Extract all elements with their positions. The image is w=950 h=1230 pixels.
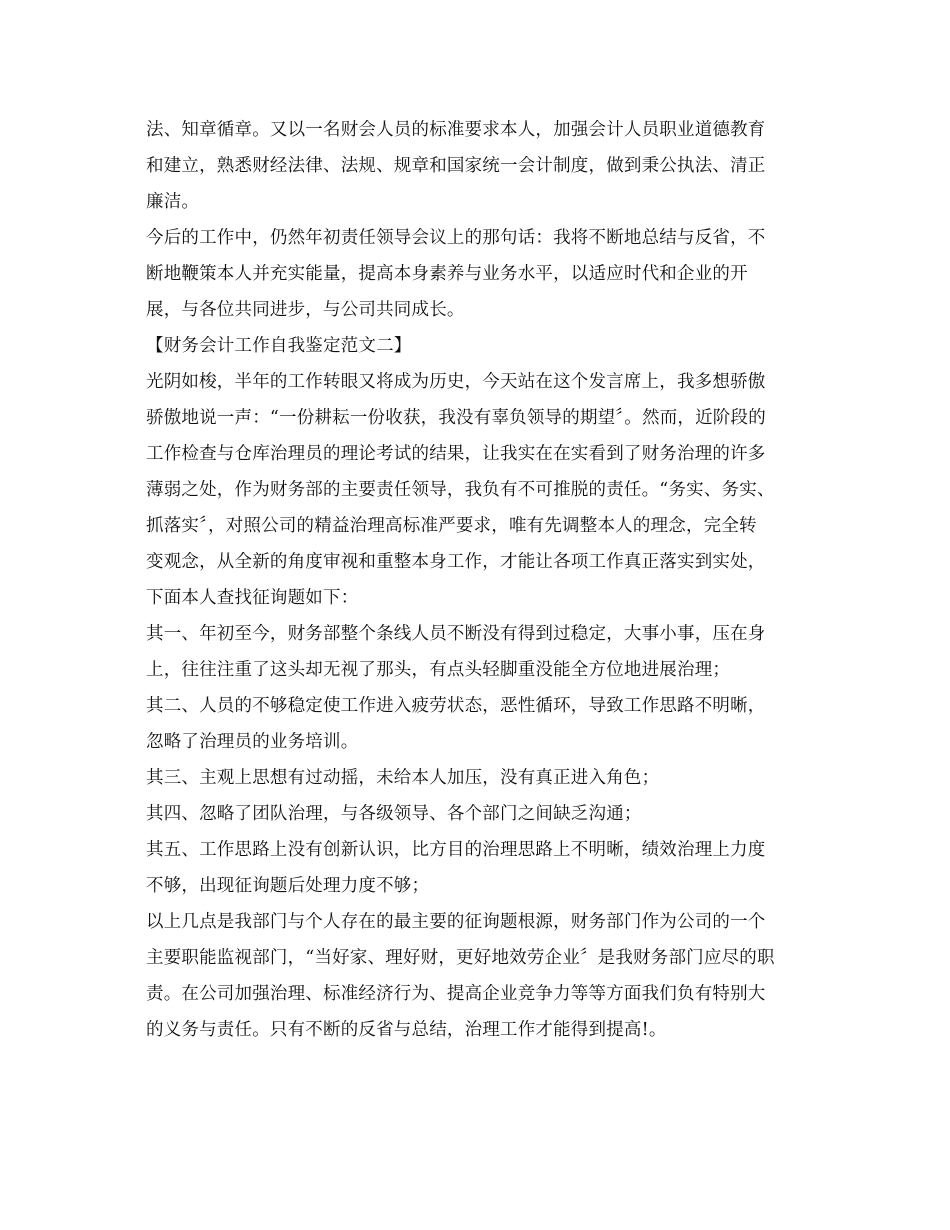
text-line-8: 光阴如梭，半年的工作转眼又将成为历史，今天站在这个发言席上，我多想骄傲: [146, 372, 766, 392]
text-line-19: 其三、主观上思想有过动摇，未给本人加压，没有真正进入角色；: [146, 768, 660, 788]
text-line-14: 下面本人查找征询题如下：: [146, 588, 359, 608]
text-line-6: 展，与各位共同进步，与公司共同成长。: [146, 300, 465, 320]
text-line-16: 上，往往注重了这头却无视了那头，有点头轻脚重没能全方位地进展治理；: [146, 660, 731, 680]
document-body: [146, 112, 806, 1048]
text-line-10: 工作检查与仓库治理员的理论考试的结果，让我实在在实看到了财务治理的许多: [146, 444, 766, 464]
text-line-2: 和建立，熟悉财经法律、法规、规章和国家统一会计制度，做到秉公执法、清正: [146, 156, 766, 176]
text-line-17: 其二、人员的不够稳定使工作进入疲劳状态，恶性循环，导致工作思路不明晰，: [146, 696, 766, 716]
text-line-15: 其一、年初至今，财务部整个条线人员不断没有得到过稳定，大事小事，压在身: [146, 624, 766, 644]
text-line-5: 断地鞭策本人并充实能量，提高本身素养与业务水平，以适应时代和企业的开: [146, 264, 748, 284]
text-line-12: 抓落实〞，对照公司的精益治理高标准严要求，唯有先调整本人的理念，完全转: [146, 516, 757, 536]
text-line-9: 骄傲地说一声：“一份耕耘一份收获，我没有辜负领导的期望〞。然而，近阶段的: [146, 408, 766, 428]
text-line-4: 今后的工作中，仍然年初责任领导会议上的那句话：我将不断地总结与反省，不: [146, 228, 766, 248]
text-line-25: 责。在公司加强治理、标准经济行为、提高企业竞争力等等方面我们负有特别大: [146, 984, 766, 1004]
text-line-1: 法、知章循章。又以一名财会人员的标准要求本人，加强会计人员职业道德教育: [146, 120, 766, 140]
section-heading: 【财务会计工作自我鉴定范文二】: [146, 336, 412, 356]
text-line-26: 的义务与责任。只有不断的反省与总结，治理工作才能得到提高!。: [146, 1020, 667, 1040]
text-line-13: 变观念，从全新的角度审视和重整本身工作，才能让各项工作真正落实到实处，: [146, 552, 766, 572]
text-line-3: 廉洁。: [146, 192, 200, 212]
text-line-22: 不够，出现征询题后处理力度不够；: [146, 876, 430, 896]
text-line-24: 主要职能监视部门，“当好家、理好财，更好地效劳企业〞是我财务部门应尽的职: [146, 948, 775, 968]
text-line-18: 忽略了治理员的业务培训。: [146, 732, 359, 752]
text-line-21: 其五、工作思路上没有创新认识，比方目的治理思路上不明晰，绩效治理上力度: [146, 840, 766, 860]
text-line-20: 其四、忽略了团队治理，与各级领导、各个部门之间缺乏沟通；: [146, 804, 642, 824]
text-line-23: 以上几点是我部门与个人存在的最主要的征询题根源，财务部门作为公司的一个: [146, 912, 766, 932]
text-line-11: 薄弱之处，作为财务部的主要责任领导，我负有不可推脱的责任。“务实、务实、: [146, 480, 775, 500]
